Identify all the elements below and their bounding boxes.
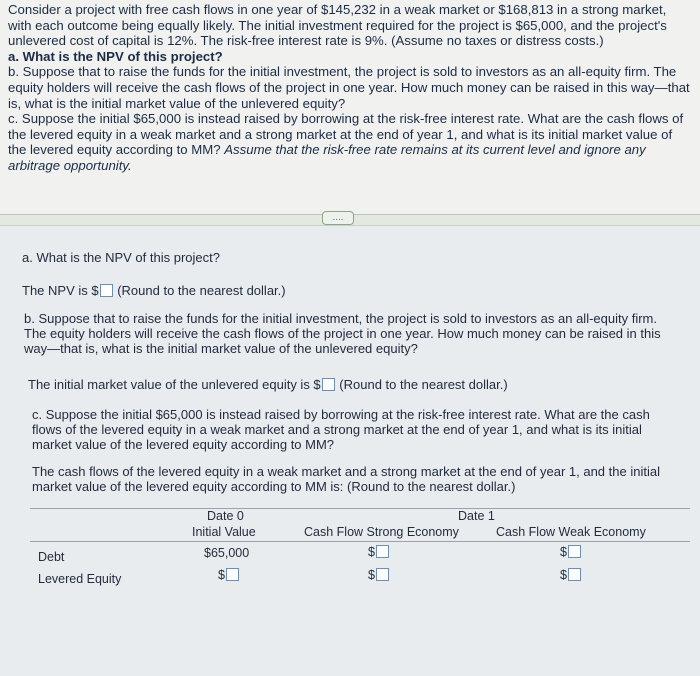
header-date1: Date 1 <box>458 509 495 523</box>
table-top-rule <box>30 508 690 509</box>
equity-initial-input[interactable] <box>226 568 239 581</box>
unlevered-equity-input[interactable] <box>322 378 335 391</box>
levered-cash-flow-table <box>30 508 690 592</box>
row-label-levered-equity: Levered Equity <box>38 572 122 586</box>
header-date0: Date 0 <box>207 509 244 523</box>
dollar-sign: $ <box>368 568 375 582</box>
problem-part-b: b. Suppose that to raise the funds for the initial investment, the project is sold to investors as an all-equity firm. The equity holders will receive the cash flows of the project in one year. How much money can be raised in this way—that is, what is the initial market value of the unlevered equity? <box>8 64 690 111</box>
debt-weak-input[interactable] <box>568 545 581 558</box>
unlevered-answer-line <box>28 377 508 392</box>
problem-part-c <box>8 111 692 173</box>
expand-more-button[interactable]: .... <box>322 211 354 225</box>
problem-part-c-note: Assume that the risk-free rate remains at its current level and ignore any arbitrage opportunity. <box>8 142 646 173</box>
dollar-sign: $ <box>368 545 375 559</box>
npv-answer-line <box>22 283 286 298</box>
question-a: a. What is the NPV of this project? <box>22 250 220 265</box>
problem-intro: Consider a project with free cash flows in one year of $145,232 in a weak market or $168,813 in a strong market, with each outcome being equally likely. The initial investment required for the project is $65,000, and the project's unlevered cost of capital is 12%. The risk-free interest rate is 9%. (Assume no taxes or distress costs.) <box>8 2 667 49</box>
header-weak-economy: Cash Flow Weak Economy <box>496 525 646 539</box>
equity-initial-cell <box>218 568 240 583</box>
table-header-rule <box>30 541 690 542</box>
unlevered-round-note: (Round to the nearest dollar.) <box>339 377 508 392</box>
equity-weak-input[interactable] <box>568 568 581 581</box>
question-c: c. Suppose the initial $65,000 is instead raised by borrowing at the risk-free interest rate. What are the cash flows of the levered equity in a weak market and a strong market at the end of year 1, and what is its initial market value of the levered equity according to MM? <box>32 407 650 452</box>
problem-part-c-text: c. Suppose the initial $65,000 is instead raised by borrowing at the risk-free interest rate. What are the cash flows of the levered equity in a weak market and a strong market at the end of year 1, and what is its initial market value of the levered equity according to MM? <box>8 111 684 158</box>
levered-statement: The cash flows of the levered equity in a weak market and a strong market at the end of year 1, and the initial market value of the levered equity according to MM is: (Round to the nearest dollar.) <box>32 464 660 494</box>
debt-strong-cell <box>368 545 390 560</box>
header-initial-value: Initial Value <box>192 525 256 539</box>
npv-prefix: The NPV is $ <box>22 283 99 298</box>
equity-strong-input[interactable] <box>376 568 389 581</box>
dollar-sign: $ <box>560 568 567 582</box>
debt-weak-cell <box>560 545 582 560</box>
row-label-debt: Debt <box>38 550 65 564</box>
answer-area <box>0 226 700 676</box>
equity-strong-cell <box>368 568 390 583</box>
header-strong-economy: Cash Flow Strong Economy <box>304 525 459 539</box>
debt-initial-value: $65,000 <box>204 546 250 560</box>
question-b: b. Suppose that to raise the funds for the initial investment, the project is sold to investors as an all-equity firm. The equity holders will receive the cash flows of the project in one year. How much money can be raised in this way—that is, what is the initial market value of the unlevered equity? <box>24 311 661 356</box>
dollar-sign: $ <box>218 568 225 582</box>
unlevered-prefix: The initial market value of the unlevered equity is $ <box>28 377 321 392</box>
npv-input[interactable] <box>100 284 113 297</box>
problem-statement <box>0 0 700 214</box>
dollar-sign: $ <box>560 545 567 559</box>
debt-strong-input[interactable] <box>376 545 389 558</box>
equity-weak-cell <box>560 568 582 583</box>
problem-part-a: a. What is the NPV of this project? <box>8 48 223 64</box>
npv-round-note: (Round to the nearest dollar.) <box>117 283 286 298</box>
